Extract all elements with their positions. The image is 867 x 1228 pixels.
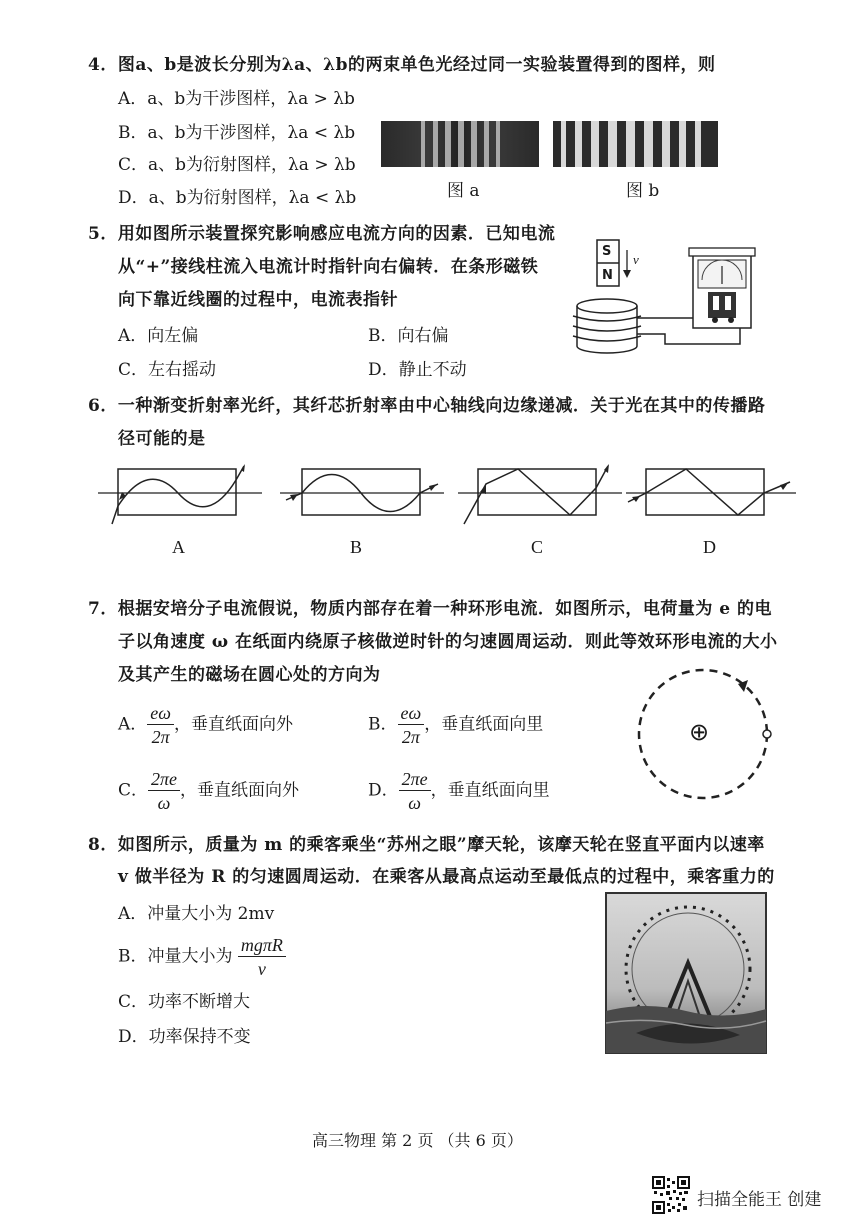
q5-stem-line-3: 向下靠近线圈的过程中，电流表指针 xyxy=(118,290,398,310)
q8-ferris-wheel-photo xyxy=(606,893,766,1053)
q7-option-b-fraction xyxy=(398,703,425,747)
q7-option-d-denominator: ω xyxy=(408,793,421,813)
q8-option-b-fraction xyxy=(238,935,286,979)
q8-option-b-label: B．冲量大小为 xyxy=(118,946,233,967)
q5-velocity-label: v xyxy=(633,252,639,267)
q7-option-a-text: ，垂直纸面向外 xyxy=(173,714,293,735)
q7-option-b-label: B． xyxy=(368,714,398,735)
q5-stem-line-2: 从“+”接线柱流入电流计时指针向右偏转．在条形磁铁 xyxy=(118,257,539,277)
q8-stem-line-1: 8．如图所示，质量为 m 的乘客乘坐“苏州之眼”摩天轮，该摩天轮在竖直平面内以速率 xyxy=(88,835,765,855)
q5-option-a: A．向左偏 xyxy=(118,326,199,346)
q6-label-d: D xyxy=(703,537,716,557)
q5-option-b: B．向右偏 xyxy=(368,326,449,346)
q7-option-d-text: ，垂直纸面向里 xyxy=(430,780,550,801)
q7-stem-line-3: 及其产生的磁场在圆心处的方向为 xyxy=(118,665,381,685)
q7-option-d-label: D． xyxy=(368,780,399,801)
q4-stem: 4．图a、b是波长分别为λa、λb的两束单色光经过同一实验装置得到的图样，则 xyxy=(88,55,716,75)
q8-option-b-numerator: mgπR xyxy=(238,935,286,957)
q7-option-a-denominator: 2π xyxy=(151,727,170,747)
q5-stem-line-1: 5．用如图所示装置探究影响感应电流方向的因素．已知电流 xyxy=(88,224,556,244)
q4-fig-a-label: 图 a xyxy=(447,181,480,201)
q8-stem-line-2: v 做半径为 R 的匀速圆周运动．在乘客从最高点运动至最低点的过程中，乘客重力的 xyxy=(118,867,775,887)
scanner-watermark: 扫描全能王 创建 xyxy=(697,1190,822,1210)
q6-label-a: A xyxy=(172,537,185,557)
q4-fig-b-label: 图 b xyxy=(626,181,660,201)
q7-option-b-numerator: eω xyxy=(398,703,425,725)
q7-option-c-numerator: 2πe xyxy=(148,769,180,791)
q6-stem-line-2: 径可能的是 xyxy=(118,429,206,449)
q8-option-b-denominator: v xyxy=(257,959,266,979)
q4-option-d: D．a、b为衍射图样，λa < λb xyxy=(118,188,357,208)
q7-nucleus-symbol: ⊕ xyxy=(689,718,710,746)
q4-pattern-a xyxy=(381,121,539,167)
q8-option-a: A．冲量大小为 2mv xyxy=(118,904,275,924)
q7-option-a-label: A． xyxy=(118,714,148,735)
q5-apparatus-figure xyxy=(565,236,765,366)
q7-option-a-fraction xyxy=(147,703,174,747)
page-footer: 高三物理 第 2 页 （共 6 页） xyxy=(312,1131,523,1150)
q8-option-d: D．功率保持不变 xyxy=(118,1027,251,1047)
q7-option-d-numerator: 2πe xyxy=(399,769,431,791)
q6-figure-b xyxy=(280,466,444,526)
q4-option-a: A．a、b为干涉图样，λa > λb xyxy=(118,89,355,109)
q7-option-b xyxy=(368,703,543,747)
q5-option-d: D．静止不动 xyxy=(368,360,467,380)
q6-stem-line-1: 6．一种渐变折射率光纤，其纤芯折射率由中心轴线向边缘递减．关于光在其中的传播路 xyxy=(88,396,766,416)
q7-option-c-text: ，垂直纸面向外 xyxy=(180,780,300,801)
q7-stem-line-1: 7．根据安培分子电流假说，物质内部存在着一种环形电流．如图所示，电荷量为 e 的电 xyxy=(88,599,772,619)
q6-figure-a xyxy=(98,466,262,526)
qr-code-icon xyxy=(652,1176,690,1214)
q6-label-b: B xyxy=(350,537,363,557)
q7-option-b-text: ，垂直纸面向里 xyxy=(424,714,544,735)
q5-magnet-n-label: N xyxy=(602,268,613,283)
q4-option-b: B．a、b为干涉图样，λa < λb xyxy=(118,123,356,143)
q7-option-c-denominator: ω xyxy=(157,793,171,813)
q6-figure-c xyxy=(458,462,622,526)
q7-option-d xyxy=(368,769,550,813)
q7-option-c xyxy=(118,769,299,813)
q8-option-b xyxy=(118,935,286,979)
q6-label-c: C xyxy=(531,537,544,557)
q4-option-c: C．a、b为衍射图样，λa > λb xyxy=(118,155,356,175)
q7-stem-line-2: 子以角速度 ω 在纸面内绕原子核做逆时针的匀速圆周运动．则此等效环形电流的大小 xyxy=(118,632,778,652)
q7-option-a-numerator: eω xyxy=(147,703,174,725)
q5-option-c: C．左右摇动 xyxy=(118,360,217,380)
q6-figure-d xyxy=(626,462,796,526)
q7-option-c-fraction xyxy=(148,769,180,813)
q4-pattern-b xyxy=(553,121,718,167)
q7-option-b-denominator: 2π xyxy=(401,727,420,747)
q7-option-d-fraction xyxy=(399,769,431,813)
q7-option-c-label: C． xyxy=(118,780,149,801)
q7-option-a xyxy=(118,703,293,747)
q8-option-c: C．功率不断增大 xyxy=(118,992,251,1012)
q5-magnet-s-label: S xyxy=(602,244,612,259)
